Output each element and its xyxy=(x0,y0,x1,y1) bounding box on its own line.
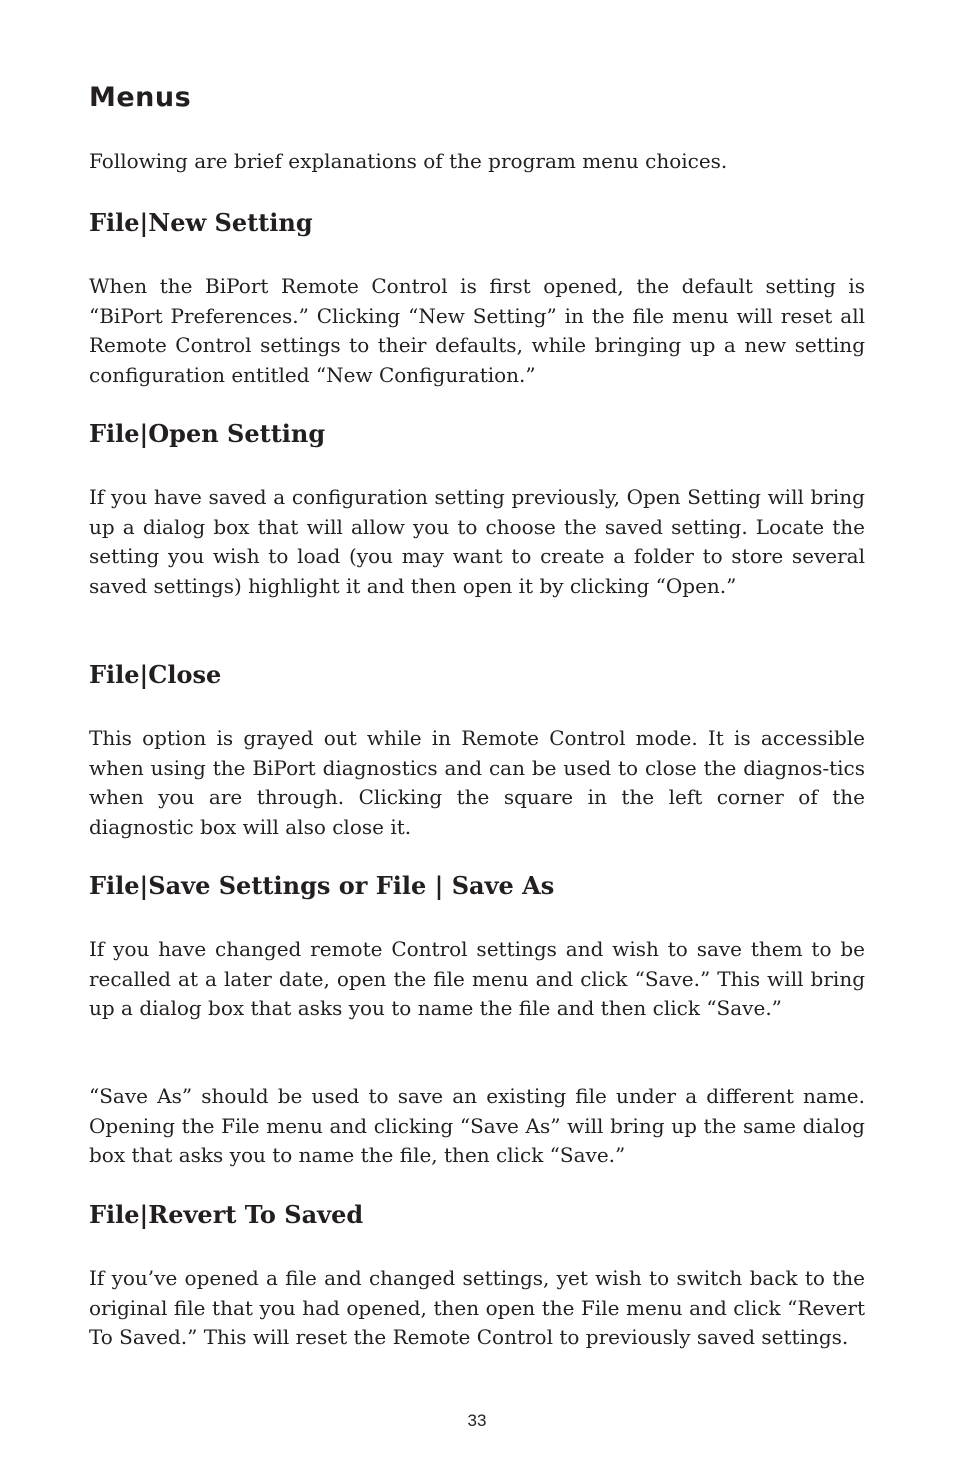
paragraph-file-save: If you have changed remote Control settings and wish to save them to be recalled at a later date, open the file menu and click “Save.” This will bring up a dialog box that asks you to name the file and then click “Save.” xyxy=(89,937,865,1021)
heading-file-save-settings: File|Save Settings or File | Save As xyxy=(89,871,555,900)
paragraph-file-save-as: “Save As” should be used to save an existing file under a different name. Opening the File menu and clicking “Save As” will bring up the same dialog box that asks you to name the file, then click “Save.” xyxy=(89,1084,865,1168)
intro-paragraph: Following are brief explanations of the program menu choices. xyxy=(89,149,728,173)
paragraph-file-new-setting: When the BiPort Remote Control is first opened, the default setting is “BiPort Preferences.” Clicking “New Setting” in the file menu will reset all Remote Control settings to their defaults, while bringing up a new setting configuration entitled “New Configuration.” xyxy=(89,274,865,387)
page-title: Menus xyxy=(89,82,192,113)
heading-file-open-setting: File|Open Setting xyxy=(89,419,326,448)
heading-file-close: File|Close xyxy=(89,660,222,689)
heading-file-new-setting: File|New Setting xyxy=(89,208,313,237)
paragraph-file-open-setting: If you have saved a configuration setting previously, Open Setting will bring up a dialog box that will allow you to choose the saved setting. Locate the setting you wish to load (you may want to create a folder to store several saved settings) highlight it and then open it by clicking “Open.” xyxy=(89,485,865,598)
heading-file-revert-to-saved: File|Revert To Saved xyxy=(89,1200,364,1229)
paragraph-file-revert-to-saved: If you’ve opened a file and changed settings, yet wish to switch back to the original file that you had opened, then open the File menu and click “Revert To Saved.” This will reset the Remote Control to previously saved settings. xyxy=(89,1266,865,1350)
paragraph-file-close: This option is grayed out while in Remote Control mode. It is accessible when using the BiPort diagnostics and can be used to close the diagnos-tics when you are through. Clicking the square in the left corner of the diagnostic box will also close it. xyxy=(89,726,865,839)
page-number: 33 xyxy=(467,1411,487,1430)
